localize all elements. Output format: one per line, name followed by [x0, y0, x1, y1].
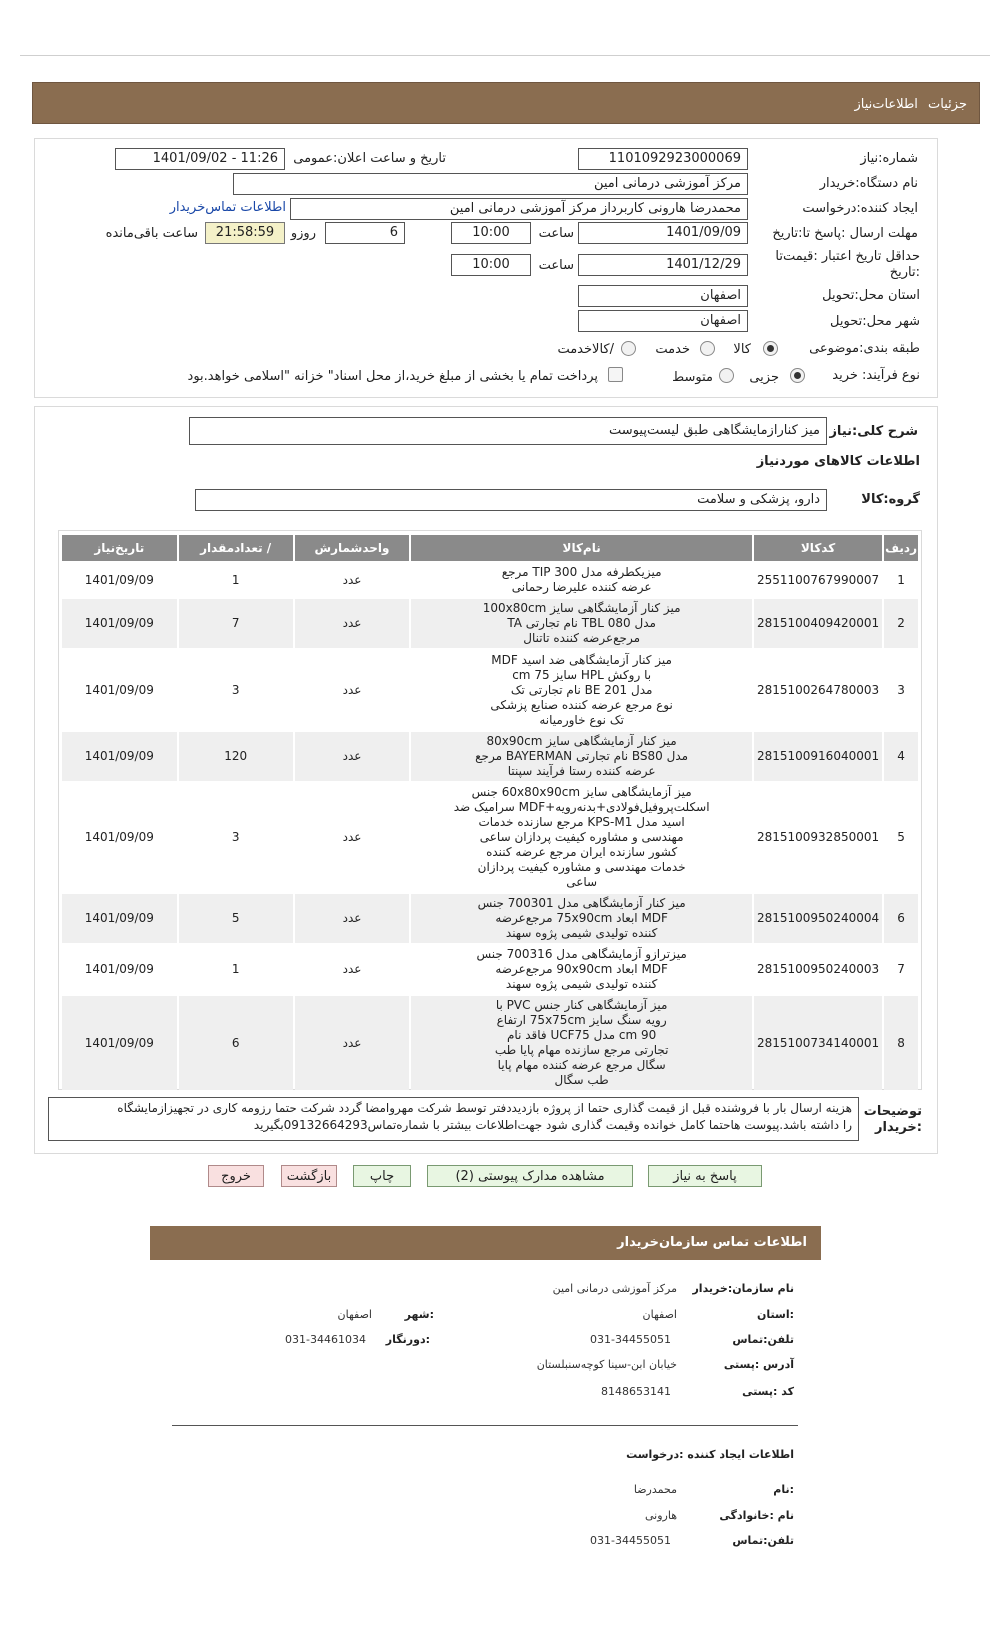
process-label: نوع فرآیند: خرید — [832, 368, 920, 383]
province-field: اصفهان — [578, 285, 748, 307]
cell-unit: عدد — [295, 894, 410, 943]
cell-unit: عدد — [295, 996, 410, 1090]
cell-quantity: 120 — [179, 732, 293, 781]
cell-item-name — [411, 599, 752, 648]
cell-item-code: 2815100932850001 — [754, 783, 882, 892]
reply-button[interactable]: پاسخ به نیاز — [648, 1165, 762, 1187]
contact-address-label: آدرس :پستی — [723, 1358, 794, 1371]
need-number-label: شماره:نیاز — [860, 151, 918, 166]
table-row — [62, 783, 918, 892]
remaining-label: ساعت باقی‌مانده — [105, 226, 198, 241]
creator-family-value: هارونی — [644, 1509, 677, 1522]
announce-label: تاریخ و ساعت اعلان:عمومی — [293, 151, 446, 166]
cell-unit: عدد — [295, 563, 410, 597]
cell-quantity: 7 — [179, 599, 293, 648]
cell-need-date: 1401/09/09 — [62, 732, 177, 781]
cell-item-name — [411, 945, 752, 994]
buyer-notes-label-2: :خریدار — [875, 1120, 922, 1135]
cell-unit: عدد — [295, 732, 410, 781]
cell-row-number: 5 — [884, 783, 918, 892]
cell-need-date: 1401/09/09 — [62, 996, 177, 1090]
item-name-line: MDF ابعاد 75x90cm مرجع‌عرضه — [495, 911, 668, 925]
cell-item-code: 2815100264780003 — [754, 650, 882, 730]
item-name-line: اسکلت‌پروفیل‌فولادی+بدنه‌رویه+MDF سرامیک ضد — [453, 800, 710, 814]
goods-group-label: گروه:کالا — [861, 492, 920, 507]
table-row — [62, 996, 918, 1090]
item-name-line: مرجع‌عرضه کننده تاتنال — [523, 631, 641, 645]
item-name-line: طب سگال — [554, 1073, 609, 1087]
item-name-line: میز کنار آزمایشگاهی سایز 100x80cm — [482, 601, 681, 615]
contact-province-label: :استان — [757, 1308, 794, 1321]
creator-phone-label: تلفن:تماس — [732, 1534, 794, 1547]
cell-need-date: 1401/09/09 — [62, 894, 177, 943]
breadcrumb-need-info[interactable]: اطلاعات‌نیاز — [854, 97, 918, 112]
buyer-notes-label-1: توضیحات — [863, 1104, 922, 1119]
category-service-label: خدمت — [655, 342, 690, 357]
deadline-time-label: ساعت — [538, 226, 574, 241]
cell-row-number: 4 — [884, 732, 918, 781]
item-name-line: میز کنار آزمایشگاهی مدل 700301 جنس — [477, 896, 686, 910]
col-unit-header: واحدشمارش — [295, 535, 410, 561]
table-row — [62, 732, 918, 781]
attachments-button[interactable]: مشاهده مدارک پیوستی (2) — [427, 1165, 633, 1187]
cell-item-name — [411, 783, 752, 892]
contact-fax-value: 031-34461034 — [285, 1333, 366, 1346]
item-name-line: میزترازو آزمایشگاهی مدل 700316 جنس — [476, 947, 687, 961]
goods-group-field: دارو، پزشکی و سلامت — [195, 489, 827, 511]
col-qty-header: / تعدادمقدار — [179, 535, 293, 561]
items-table-body — [62, 563, 918, 1090]
back-button[interactable]: بازگشت — [281, 1165, 337, 1187]
exit-button[interactable]: خروج — [208, 1165, 264, 1187]
process-partial-label: جزیی — [749, 370, 779, 385]
item-name-line: مدل BE 201 نام تجارتی تک — [510, 682, 653, 697]
col-code-header: کدکالا — [754, 535, 882, 561]
need-summary-field: میز کنارازمایشگاهی طبق لیست‌پیوست — [189, 417, 827, 445]
category-goods-label: کالا — [733, 342, 751, 357]
price-validity-time-field: 10:00 — [451, 254, 531, 276]
contact-postal-value: 8148653141 — [601, 1385, 671, 1398]
item-name-line: عرضه کننده رستا فرآیند سپنتا — [507, 764, 656, 778]
need-number-field: 1101092923000069 — [578, 148, 748, 170]
contact-fax-label: :دورنگار — [385, 1333, 430, 1346]
price-validity-date-field: 1401/12/29 — [578, 254, 748, 276]
city-field: اصفهان — [578, 310, 748, 332]
item-name-line: ساعی — [566, 875, 598, 889]
item-name-line: تجارتی مرجع سازنده مهام پایا طب — [494, 1043, 669, 1057]
item-name-line: تک نوع خاورمیانه — [539, 712, 624, 727]
table-row — [62, 650, 918, 730]
contact-phone-label: تلفن:تماس — [732, 1333, 794, 1346]
creator-name-value: محمدرضا — [633, 1483, 677, 1496]
contact-phone-value: 031-34455051 — [590, 1333, 671, 1346]
cell-item-name — [411, 996, 752, 1090]
cell-need-date: 1401/09/09 — [62, 563, 177, 597]
cell-quantity: 6 — [179, 996, 293, 1090]
treasury-payment-checkbox[interactable] — [608, 367, 623, 382]
item-name-line: میز کنار آزمایشگاهی ضد اسید MDF — [491, 652, 672, 667]
items-table — [60, 533, 920, 1092]
item-name-line: اسید مدل KPS-M1 مرجع سازنده خدمات — [478, 815, 685, 829]
item-name-line: عرضه کننده علیرضا رحمانی — [511, 580, 652, 594]
cell-quantity: 3 — [179, 783, 293, 892]
cell-item-code: 2815100950240004 — [754, 894, 882, 943]
item-name-line: مدل TBL 080 نام تجارتی TA — [507, 616, 656, 630]
contact-org-value: مرکز آموزشی درمانی امین — [552, 1282, 677, 1295]
contact-province-value: اصفهان — [642, 1308, 677, 1321]
item-name-line: MDF ابعاد 90x90cm مرجع‌عرضه — [495, 962, 668, 976]
item-name-line: میز آزمایشگاهی کنار جنس PVC با — [495, 998, 668, 1012]
col-date-header: تاریخ‌نیاز — [62, 535, 177, 561]
cell-item-code: 2815100950240003 — [754, 945, 882, 994]
item-name-line: با روکش HPL سایز 75 cm — [512, 667, 652, 682]
cell-quantity: 5 — [179, 894, 293, 943]
item-name-line: کننده تولیدی شیمی پژوه سهند — [505, 926, 658, 940]
item-name-line: 90 cm مدل UCF75 فاقد نام — [506, 1028, 657, 1042]
item-name-line: مدل BS80 نام تجارتی BAYERMAN مرجع — [475, 749, 689, 763]
cell-need-date: 1401/09/09 — [62, 599, 177, 648]
contact-org-label: نام سازمان:خریدار — [692, 1282, 794, 1295]
cell-item-name — [411, 732, 752, 781]
buyer-notes-line-2: را داشته باشد.پیوست هاحتما کامل خوانده وقیمت گذاری شود جهت‌اطلاعات بیشتر با شماره‌تماس09132664293بگیرید — [253, 1118, 852, 1132]
item-name-line: نوع مرجع عرضه کننده صنایع پزشکی — [490, 697, 673, 712]
cell-row-number: 8 — [884, 996, 918, 1090]
item-name-line: خدمات مهندسی و مشاوره کیفیت پردازان — [477, 860, 686, 874]
item-name-line: کننده تولیدی شیمی پژوه سهند — [505, 977, 658, 991]
creator-info-title: اطلاعات ایجاد کننده :درخواست — [626, 1448, 794, 1461]
cell-item-code: 2815100734140001 — [754, 996, 882, 1090]
contact-divider — [172, 1425, 798, 1426]
deadline-date-field: 1401/09/09 — [578, 222, 748, 244]
creator-label: ایجاد کننده:درخواست — [802, 201, 918, 216]
cell-quantity: 1 — [179, 563, 293, 597]
cell-need-date: 1401/09/09 — [62, 650, 177, 730]
item-name-line: سگال مرجع عرضه کننده مهام پایا — [497, 1058, 666, 1072]
col-name-header: نام‌کالا — [411, 535, 752, 561]
item-name-line: رویه سنگ سایز 75x75cm ارتفاع — [496, 1013, 667, 1027]
cell-item-code: 2551100767990007 — [754, 563, 882, 597]
days-label: روزو — [290, 226, 316, 241]
cell-item-code: 2815100916040001 — [754, 732, 882, 781]
buyer-notes-line-1: هزینه ارسال بار با فروشنده قبل از قیمت گذاری حتما از پروژه بازدیددفتر توسط شرکت مهروامضا گردد شرکت حتما رزومه کاری در تجهیزازمایشگاه — [117, 1101, 852, 1115]
print-button[interactable]: چاپ — [353, 1165, 411, 1187]
breadcrumb — [32, 82, 980, 124]
item-name-line: مهندسی و مشاوره کیفیت پردازان ساعی — [479, 830, 684, 844]
cell-quantity: 1 — [179, 945, 293, 994]
buyer-contact-title: اطلاعات تماس سازمان‌خریدار — [150, 1226, 821, 1260]
goods-info-title: اطلاعات کالاهای موردنیاز — [756, 454, 920, 469]
city-label: شهر محل:تحویل — [830, 314, 920, 329]
table-row — [62, 599, 918, 648]
cell-row-number: 1 — [884, 563, 918, 597]
process-partial-radio[interactable] — [790, 368, 805, 383]
buyer-org-label: نام دستگاه:خریدار — [819, 176, 918, 191]
treasury-payment-note: پرداخت تمام یا بخشی از مبلغ خرید،از محل اسناد" خزانه "اسلامی خواهد.بود — [187, 369, 598, 384]
cell-item-name — [411, 894, 752, 943]
category-goods-service-radio[interactable] — [621, 341, 636, 356]
province-label: استان محل:تحویل — [822, 288, 920, 303]
contact-city-value: اصفهان — [337, 1308, 372, 1321]
cell-row-number: 3 — [884, 650, 918, 730]
item-name-line: میز آزمایشگاهی سایز 60x80x90cm جنس — [471, 785, 692, 799]
price-validity-label-1: حداقل تاریخ اعتبار :قیمت‌تا — [775, 249, 920, 264]
remaining-time-field: 21:58:59 — [205, 222, 285, 244]
category-goods-radio[interactable] — [763, 341, 778, 356]
cell-need-date: 1401/09/09 — [62, 783, 177, 892]
top-divider — [20, 55, 990, 56]
process-medium-label: متوسط — [672, 370, 713, 385]
cell-unit: عدد — [295, 650, 410, 730]
table-row — [62, 894, 918, 943]
cell-item-name — [411, 563, 752, 597]
price-validity-time-label: ساعت — [538, 258, 574, 273]
creator-field: محمدرضا هارونی کاربرداز مرکز آموزشی درمانی امین — [290, 198, 748, 220]
cell-unit: عدد — [295, 945, 410, 994]
buyer-contact-link[interactable]: اطلاعات تماس‌خریدار — [169, 200, 286, 215]
table-row — [62, 945, 918, 994]
deadline-time-field: 10:00 — [451, 222, 531, 244]
creator-family-label: نام :خانوادگی — [719, 1509, 794, 1522]
cell-row-number: 7 — [884, 945, 918, 994]
contact-address-value: خیابان ابن-سینا کوچه‌سنبلستان — [536, 1358, 677, 1371]
item-name-line: میز کنار آزمایشگاهی سایز 80x90cm — [486, 734, 677, 748]
creator-phone-value: 031-34455051 — [590, 1534, 671, 1547]
cell-row-number: 6 — [884, 894, 918, 943]
days-field: 6 — [325, 222, 405, 244]
cell-unit: عدد — [295, 599, 410, 648]
contact-postal-label: کد :پستی — [742, 1385, 794, 1398]
process-medium-radio[interactable] — [719, 368, 734, 383]
buyer-org-field: مرکز آموزشی درمانی امین — [233, 173, 748, 195]
item-name-line: کشور سازنده ایران مرجع عرضه کننده — [486, 845, 678, 859]
buyer-notes-field — [48, 1097, 859, 1141]
cell-need-date: 1401/09/09 — [62, 945, 177, 994]
price-validity-label-2: :تاریخ — [889, 265, 920, 280]
col-row-header: ردیف — [884, 535, 918, 561]
item-name-line: میزیکطرفه مدل TIP 300 مرجع — [501, 565, 662, 579]
cell-quantity: 3 — [179, 650, 293, 730]
cell-item-code: 2815100409420001 — [754, 599, 882, 648]
deadline-label: مهلت ارسال :پاسخ تا:تاریخ — [772, 226, 918, 241]
creator-name-label: :نام — [773, 1483, 794, 1496]
table-header-row — [62, 535, 918, 561]
table-row — [62, 563, 918, 597]
need-summary-label: شرح کلی:نیاز — [829, 424, 918, 439]
announce-field: 1401/09/02 - 11:26 — [115, 148, 285, 170]
category-label: طبقه بندی:موضوعی — [809, 341, 920, 356]
cell-unit: عدد — [295, 783, 410, 892]
cell-row-number: 2 — [884, 599, 918, 648]
cell-item-name — [411, 650, 752, 730]
category-service-radio[interactable] — [700, 341, 715, 356]
category-goods-service-label: /کالاخدمت — [557, 342, 614, 357]
breadcrumb-details[interactable]: جزئیات — [928, 97, 967, 112]
contact-city-label: :شهر — [404, 1308, 434, 1321]
